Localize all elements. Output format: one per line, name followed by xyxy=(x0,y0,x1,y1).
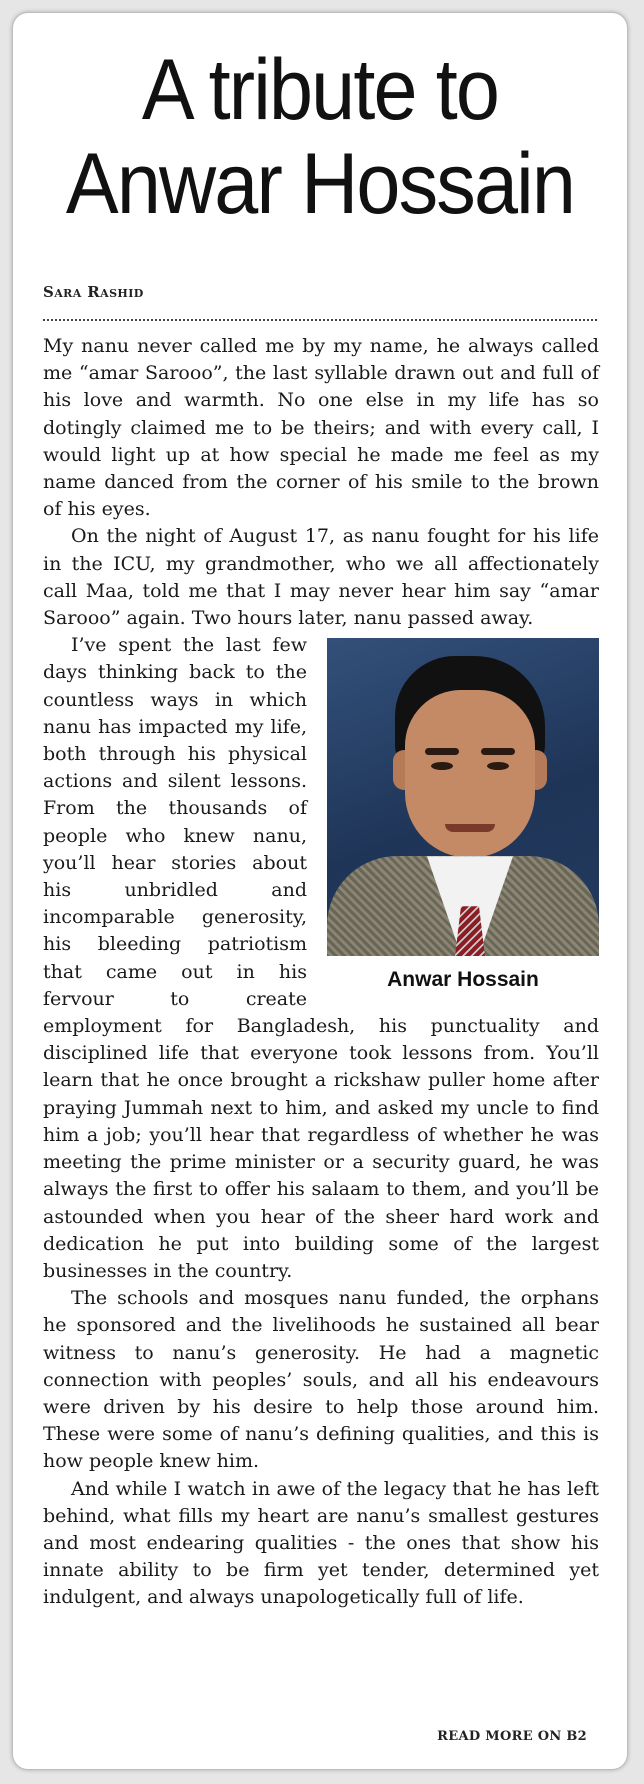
headline-line-2: Anwar Hossain xyxy=(65,136,575,232)
portrait-photo xyxy=(327,638,599,956)
paragraph-4: The schools and mosques nanu funded, the orphans he sponsored and the livelihoods he sustained all bear witness to nanu’s generosity. He had a magnetic connection with peoples’ souls, and all his endeavours were driven by his desire to help those around him. These were some of nanu’s defining qualities, and this is how people knew him. xyxy=(43,1287,599,1473)
article-body xyxy=(43,333,599,1612)
paragraph-1: My nanu never called me by my name, he always called me “amar Sarooo”, the last syllable drawn out and full of his love and warmth. No one else in my life has so dotingly claimed me to be theirs; and with every call, I would light up at how special he made me feel as my name danced from the corner of his smile to the brown of his eyes. xyxy=(43,335,599,521)
photo-caption: Anwar Hossain xyxy=(387,968,539,992)
paragraph-5: And while I watch in awe of the legacy that he has left behind, what fills my heart are nanu’s smallest gestures and most endearing qualities - the ones that show his innate ability to be firm yet tender, determined yet indulgent, and always unapologetically full of life. xyxy=(43,1477,599,1609)
photo-mouth xyxy=(445,824,495,832)
headline-line-1: A tribute to xyxy=(141,42,499,138)
paragraph-2-text: On the night of August 17, as nanu fought for his life in the ICU, my grandmother, who we all affectionately call Maa, told me that I may never hear him say “amar Sarooo” again. Two hours later, nanu passed away. xyxy=(43,525,599,630)
read-more-link[interactable]: READ MORE ON B2 xyxy=(437,1729,587,1744)
article-card xyxy=(12,12,628,1770)
dotted-divider xyxy=(43,319,597,321)
photo-brow-left xyxy=(425,748,459,755)
paragraph-2 xyxy=(43,523,599,632)
photo-figure xyxy=(327,638,599,993)
photo-face xyxy=(405,690,535,858)
byline: Sara Rashid xyxy=(43,283,144,301)
photo-brow-right xyxy=(481,748,515,755)
headline xyxy=(60,43,581,231)
paragraph-3: I’ve spent the last few days thinking back to the countless ways in which nanu has impacted my life, both through his physical actions and silent lessons. From the thousands of people who knew nanu, you’ll hear stories about his unbridled and incomparable generosity, his bleeding patriotism that came out in his fervour to create employment for Bangladesh, his punctuality and disciplined life that everyone took lessons from. You’ll learn that he once brought a rickshaw puller home after praying Jummah next to him, and asked my uncle to find him a job; you’ll hear that regardless of whether he was meeting the prime minister or a security guard, he was always the first to offer his salaam to them, and you’ll be astounded when you hear of the sheer hard work and dedication he put into building some of the largest businesses in the country. xyxy=(43,634,599,1282)
